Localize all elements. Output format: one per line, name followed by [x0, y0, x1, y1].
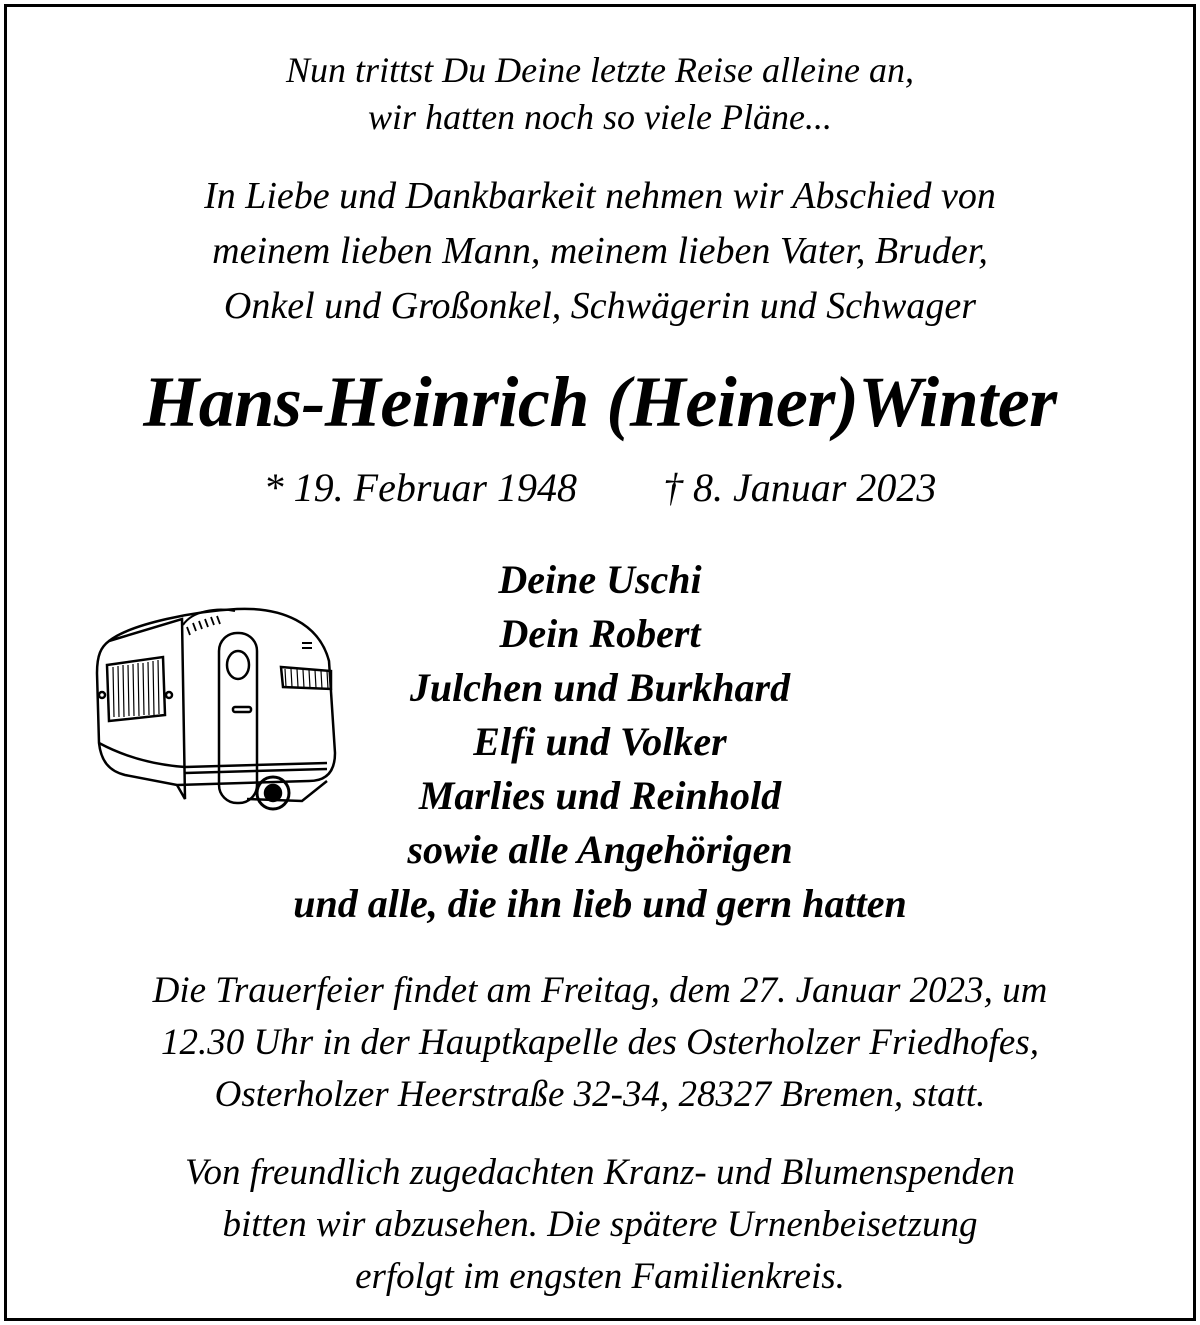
donation-line: bitten wir abzusehen. Die spätere Urnenbeisetzung — [222, 1204, 978, 1245]
birth-date: * 19. Februar 1948 — [263, 465, 577, 510]
opening-quote — [7, 47, 1193, 141]
death-date: † 8. Januar 2023 — [663, 465, 937, 510]
intro-line: In Liebe und Dankbarkeit nehmen wir Abschied von — [204, 175, 996, 217]
intro-line: Onkel und Großonkel, Schwägerin und Schwager — [223, 285, 977, 327]
mourner-name: Dein Robert — [499, 611, 701, 656]
mourner-name: Julchen und Burkhard — [409, 665, 791, 710]
quote-line: wir hatten noch so viele Pläne... — [368, 97, 832, 137]
mourner-name: sowie alle Angehörigen — [407, 827, 793, 872]
mourner-name: Elfi und Volker — [473, 719, 727, 764]
mourner-name: und alle, die ihn lieb und gern hatten — [293, 881, 907, 926]
mourner-name: Marlies und Reinhold — [418, 773, 782, 818]
funeral-line: 12.30 Uhr in der Hauptkapelle des Osterholzer Friedhofes, — [161, 1022, 1039, 1063]
donation-line: Von freundlich zugedachten Kranz- und Blumenspenden — [185, 1152, 1015, 1193]
donation-note — [7, 1147, 1193, 1303]
intro-text — [7, 169, 1193, 334]
intro-line: meinem lieben Mann, meinem lieben Vater, Bruder, — [212, 230, 988, 272]
funeral-line: Osterholzer Heerstraße 32-34, 28327 Bremen, statt. — [214, 1074, 986, 1115]
funeral-line: Die Trauerfeier findet am Freitag, dem 27. Januar 2023, um — [152, 970, 1048, 1011]
mourners-list — [7, 553, 1193, 931]
quote-line: Nun trittst Du Deine letzte Reise alleine an, — [286, 50, 914, 90]
obituary-notice — [4, 4, 1196, 1321]
deceased-name: Hans-Heinrich (Heiner)Winter — [143, 362, 1057, 442]
mourner-name: Deine Uschi — [498, 557, 702, 602]
donation-line: erfolgt im engsten Familienkreis. — [355, 1256, 845, 1297]
funeral-info — [7, 965, 1193, 1121]
life-dates — [7, 460, 1193, 516]
